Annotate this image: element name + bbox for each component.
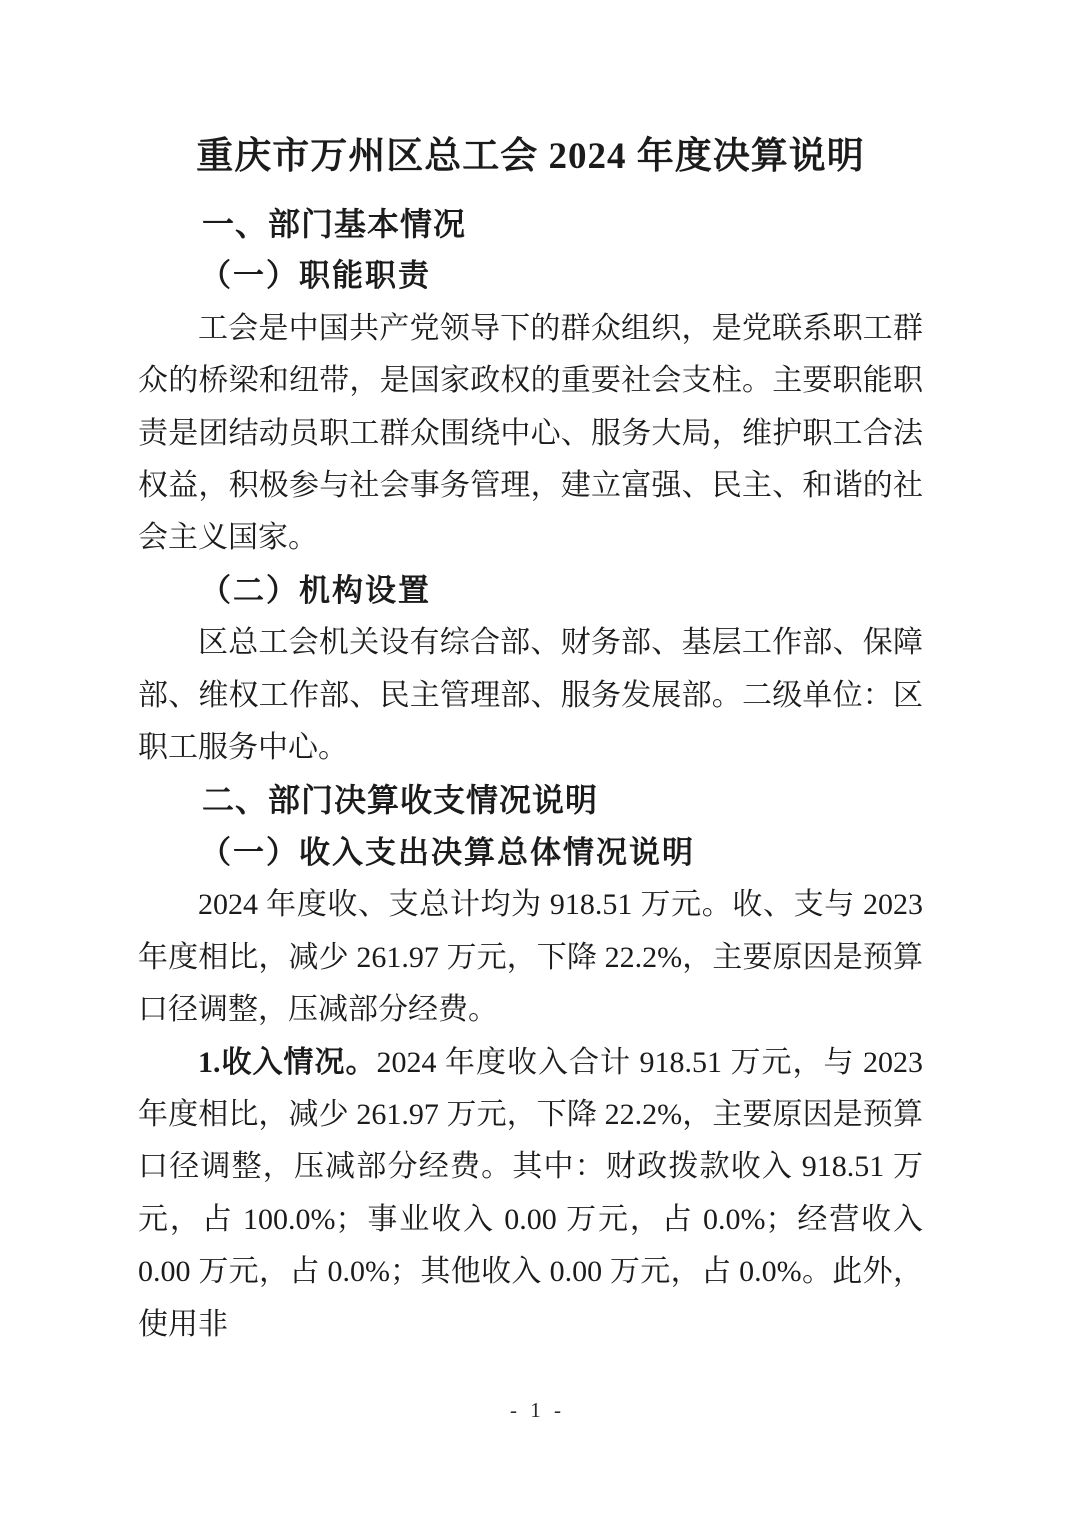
- paragraph-functions-duties: 工会是中国共产党领导下的群众组织，是党联系职工群众的桥梁和纽带，是国家政权的重要社会支柱。主要职能职责是团结动员职工群众围绕中心、服务大局，维护职工合法权益，积极参与社会事务管理，建立富强、民主、和谐的社会主义国家。: [138, 311, 923, 555]
- paragraph-organization-setup: 区总工会机关设有综合部、财务部、基层工作部、保障部、维权工作部、民主管理部、服务发展部。二级单位：区职工服务中心。: [138, 626, 923, 765]
- heading-section-1: 一、部门基本情况: [202, 206, 467, 242]
- paragraph-income-text: 2024 年度收入合计 918.51 万元，与 2023 年度相比，减少 261.97 万元，下降 22.2%，主要原因是预算口径调整，压减部分经费。其中：财政拨款收入 918.51 万元，占 100.0%；事业收入 0.00 万元，占 0.0%；经营收入 0.00 万元，占 0.0%；其他收入 0.00 万元，占 0.0%。此外，使用非: [138, 1045, 923, 1341]
- heading-section-2: 二、部门决算收支情况说明: [202, 782, 599, 819]
- page-number: - 1 -: [510, 1398, 565, 1422]
- paragraph-income-detail: [138, 1037, 923, 1351]
- paragraph-income-lead: 1.收入情况。: [198, 1045, 377, 1079]
- heading-subsection-1-2: （二）机构设置: [200, 572, 431, 608]
- heading-subsection-1-1: （一）职能职责: [200, 258, 431, 294]
- heading-subsection-2-1: （一）收入支出决算总体情况说明: [200, 834, 695, 870]
- paragraph-budget-overview: 2024 年度收、支总计均为 918.51 万元。收、支与 2023 年度相比，减少 261.97 万元，下降 22.2%，主要原因是预算口径调整，压减部分经费。: [138, 888, 923, 1027]
- document-title: 重庆市万州区总工会 2024 年度决算说明: [196, 136, 865, 177]
- document-body: [138, 124, 923, 1351]
